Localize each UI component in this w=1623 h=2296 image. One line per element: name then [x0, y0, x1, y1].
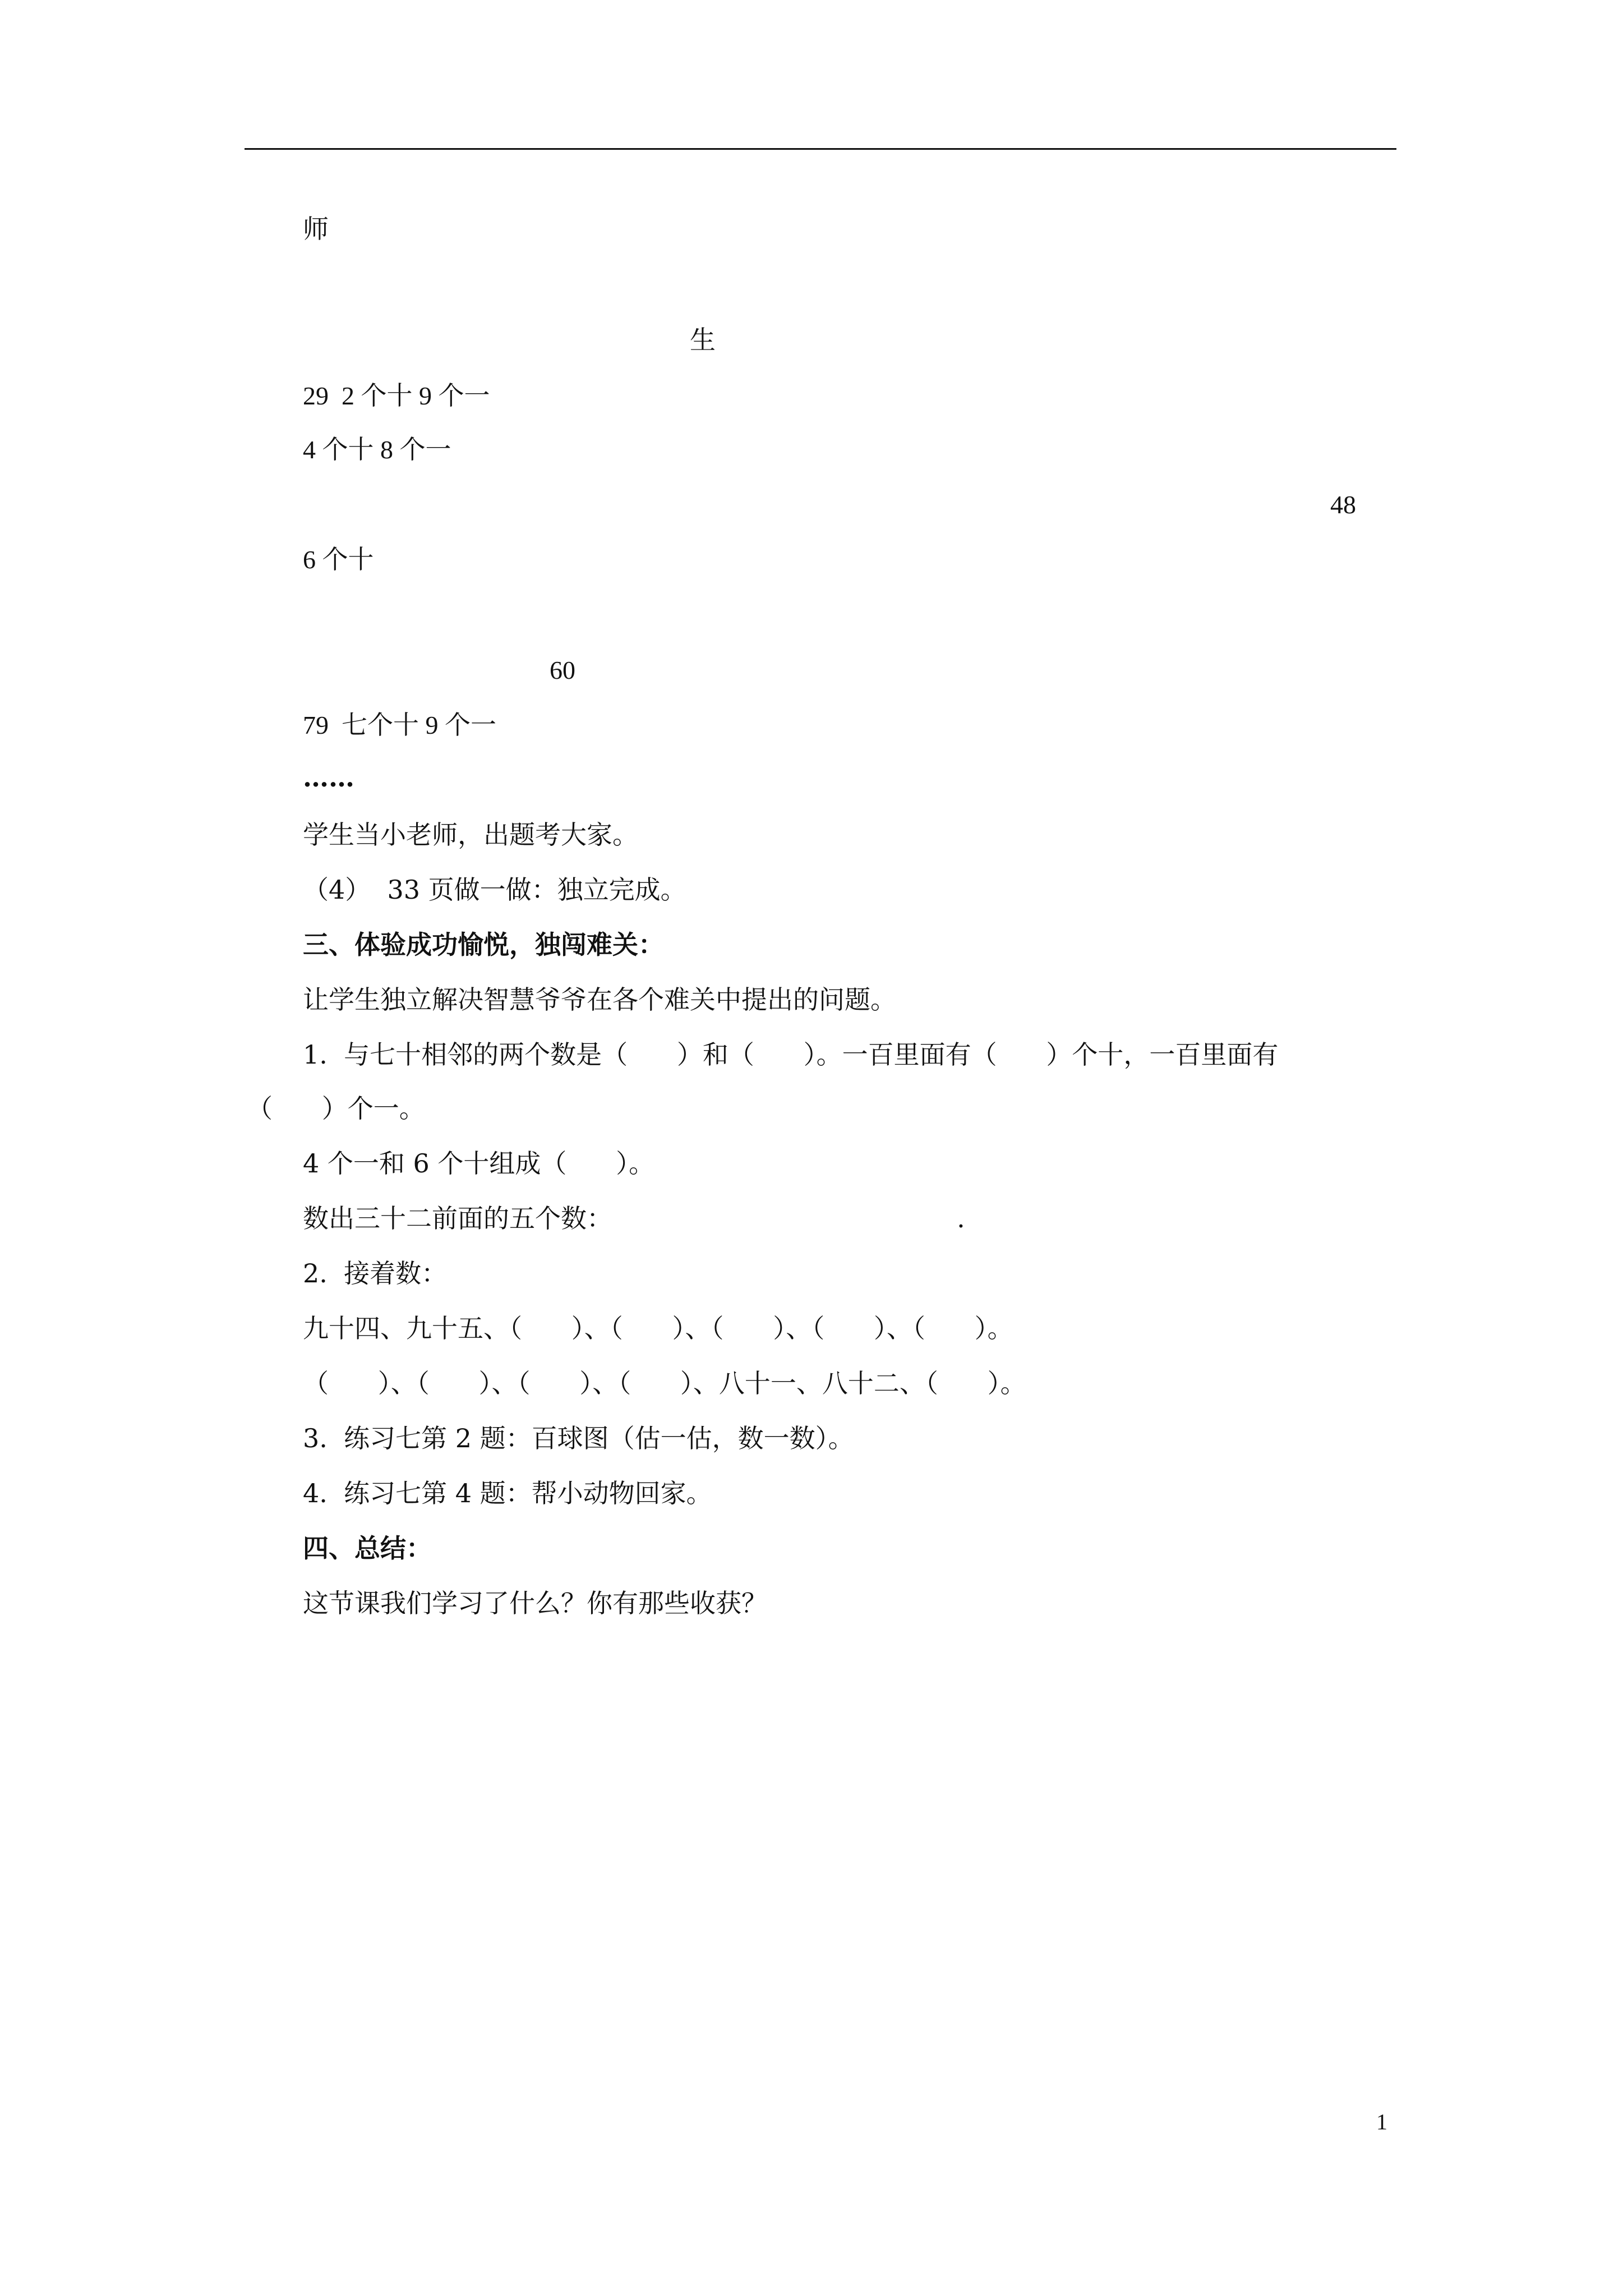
section-3-intro: 让学生独立解决智慧爷爷在各个难关中提出的问题。 — [303, 984, 896, 1015]
line-6-tens: 6 个十 — [303, 545, 374, 574]
line-79: 79 七个十 9 个一 — [303, 711, 496, 739]
question-3: 3. 练习七第 2 题：百球图（估一估，数一数）。 — [303, 1423, 854, 1453]
label-student: 生 — [690, 325, 716, 355]
student-as-teacher: 学生当小老师，出题考大家。 — [303, 820, 638, 850]
summary-question: 这节课我们学习了什么？你有那些收获？ — [303, 1588, 767, 1618]
question-2-heading: 2. 接着数： — [303, 1258, 448, 1289]
question-1-line-4: 数出三十二前面的五个数： . — [303, 1203, 965, 1234]
question-1-line-2: （ ）个一。 — [247, 1093, 425, 1124]
line-48: 48 — [1330, 490, 1356, 519]
line-4-tens-8-ones: 4 个十 8 个一 — [303, 435, 451, 464]
question-2-line-1: 九十四、九十五、（ ）、（ ）、（ ）、（ ）、（ ）。 — [303, 1313, 1013, 1343]
section-4-heading: 四、总结： — [303, 1533, 432, 1563]
ellipsis: …… — [303, 762, 354, 793]
question-2-line-2: （ ）、（ ）、（ ）、（ ）、八十一、八十二、（ ）。 — [303, 1368, 1026, 1398]
line-29: 29 2 个十 9 个一 — [303, 381, 490, 410]
header-rule — [245, 148, 1396, 150]
line-60: 60 — [550, 656, 575, 684]
question-1-line-3: 4 个一和 6 个十组成（ ）。 — [303, 1148, 655, 1179]
question-4: 4. 练习七第 4 题：帮小动物回家。 — [303, 1478, 712, 1508]
label-teacher: 师 — [303, 214, 329, 244]
section-3-heading: 三、体验成功愉悦，独闯难关： — [303, 930, 664, 960]
item-4-page-33: （4） 33 页做一做：独立完成。 — [303, 875, 686, 905]
page-number: 1 — [1376, 2109, 1387, 2134]
question-1-line-1: 1. 与七十相邻的两个数是（ ）和（ ）。一百里面有（ ）个十，一百里面有 — [303, 1039, 1279, 1070]
